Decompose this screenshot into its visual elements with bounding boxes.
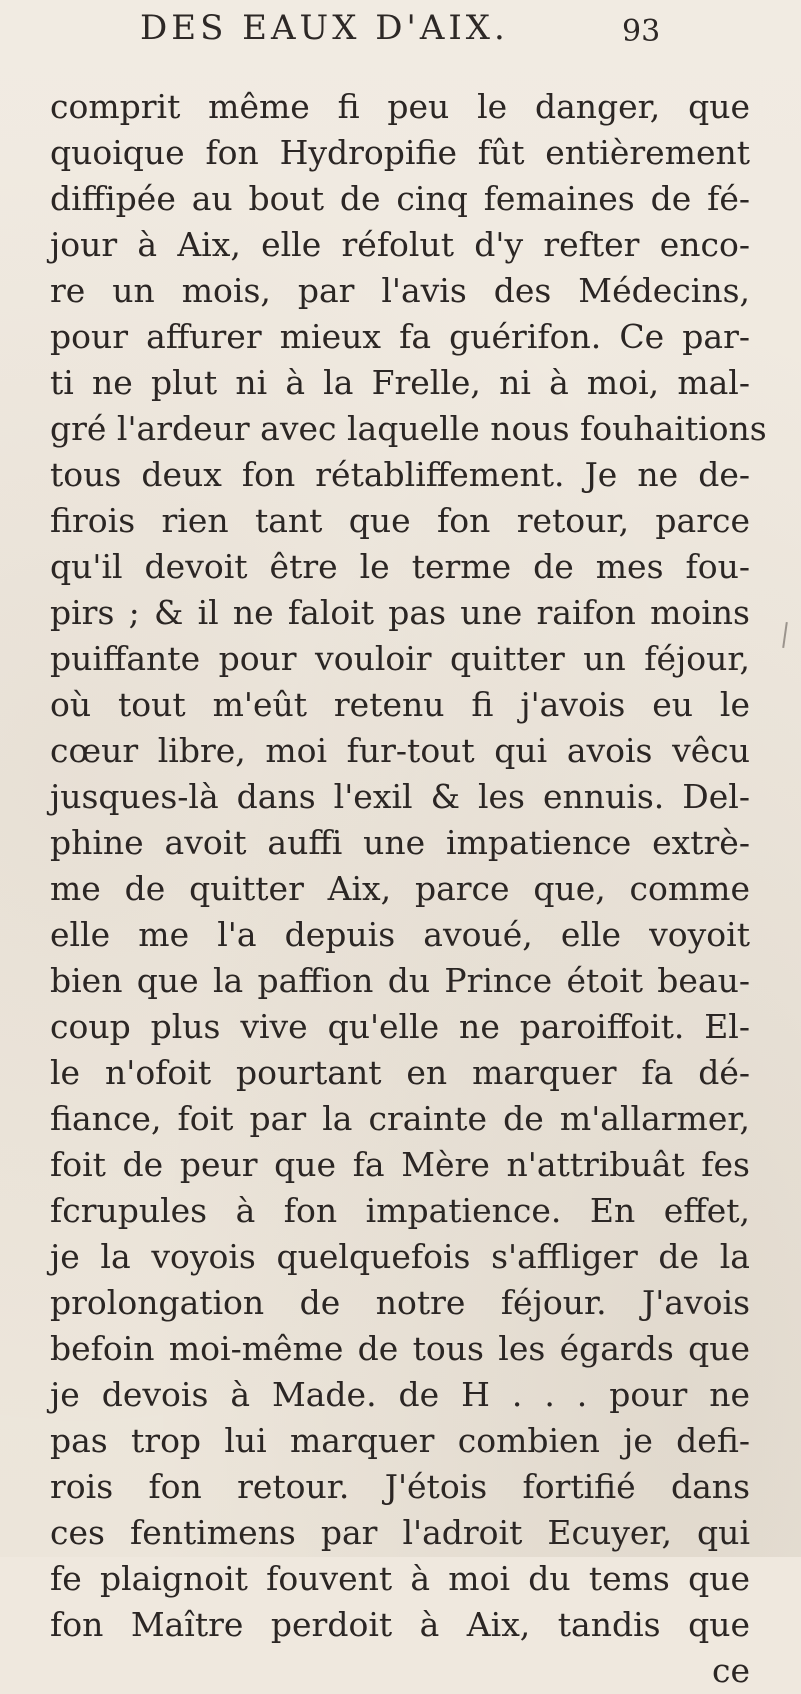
text-line: phine avoit auffi une impatience extrè- [50, 823, 750, 862]
text-line: ces fentimens par l'adroit Ecuyer, qui [50, 1513, 750, 1552]
text-line: foit de peur que fa Mère n'attribuât fes [50, 1145, 750, 1184]
text-line: coup plus vive qu'elle ne paroiffoit. El- [50, 1007, 750, 1046]
text-line: fcrupules à fon impatience. En effet, [50, 1191, 750, 1230]
text-line: gré l'ardeur avec laquelle nous fouhaitions [50, 409, 767, 448]
text-line: puiffante pour vouloir quitter un féjour, [50, 639, 750, 678]
text-line: cœur libre, moi fur-tout qui avois vêcu [50, 731, 750, 770]
text-line: je devois à Made. de H . . . pour ne [50, 1375, 750, 1414]
text-line: firois rien tant que fon retour, parce [50, 501, 750, 540]
text-line: re un mois, par l'avis des Médecins, [50, 271, 750, 310]
text-line: pirs ; & il ne faloit pas une raifon moins [50, 593, 750, 632]
text-line: elle me l'a depuis avoué, elle voyoit [50, 915, 750, 954]
text-line: je la voyois quelquefois s'affliger de la [50, 1237, 750, 1276]
text-line: quoique fon Hydropifie fût entièrement [50, 133, 750, 172]
text-line: fon Maître perdoit à Aix, tandis que [50, 1605, 750, 1644]
text-line: jour à Aix, elle réfolut d'y refter enco- [50, 225, 750, 264]
text-line: jusques-là dans l'exil & les ennuis. Del- [50, 777, 750, 816]
text-line: pas trop lui marquer combien je defi- [50, 1421, 750, 1460]
margin-mark [782, 622, 788, 648]
text-line: prolongation de notre féjour. J'avois [50, 1283, 750, 1322]
text-line: bien que la paffion du Prince étoit beau- [50, 961, 750, 1000]
text-line: le n'ofoit pourtant en marquer fa dé- [50, 1053, 750, 1092]
text-line: diffipée au bout de cinq femaines de fé- [50, 179, 750, 218]
text-line: ti ne plut ni à la Frelle, ni à moi, mal- [50, 363, 750, 402]
body-text [50, 84, 767, 1694]
text-line: rois fon retour. J'étois fortifié dans [50, 1467, 750, 1506]
text-line: qu'il devoit être le terme de mes fou- [50, 547, 750, 586]
text-line: fe plaignoit fouvent à moi du tems que [50, 1559, 750, 1598]
text-line: où tout m'eût retenu fi j'avois eu le [50, 685, 750, 724]
text-line: fiance, foit par la crainte de m'allarmer, [50, 1099, 750, 1138]
text-line: pour affurer mieux fa guérifon. Ce par- [50, 317, 750, 356]
text-line: befoin moi-même de tous les égards que [50, 1329, 750, 1368]
page-number: 93 [622, 14, 661, 49]
running-title: DES EAUX D'AIX. [140, 8, 509, 48]
text-line: me de quitter Aix, parce que, comme [50, 869, 750, 908]
text-line: comprit même fi peu le danger, que [50, 87, 750, 126]
text-line: tous deux fon rétabliffement. Je ne de- [50, 455, 750, 494]
catchword: ce [711, 1651, 750, 1690]
